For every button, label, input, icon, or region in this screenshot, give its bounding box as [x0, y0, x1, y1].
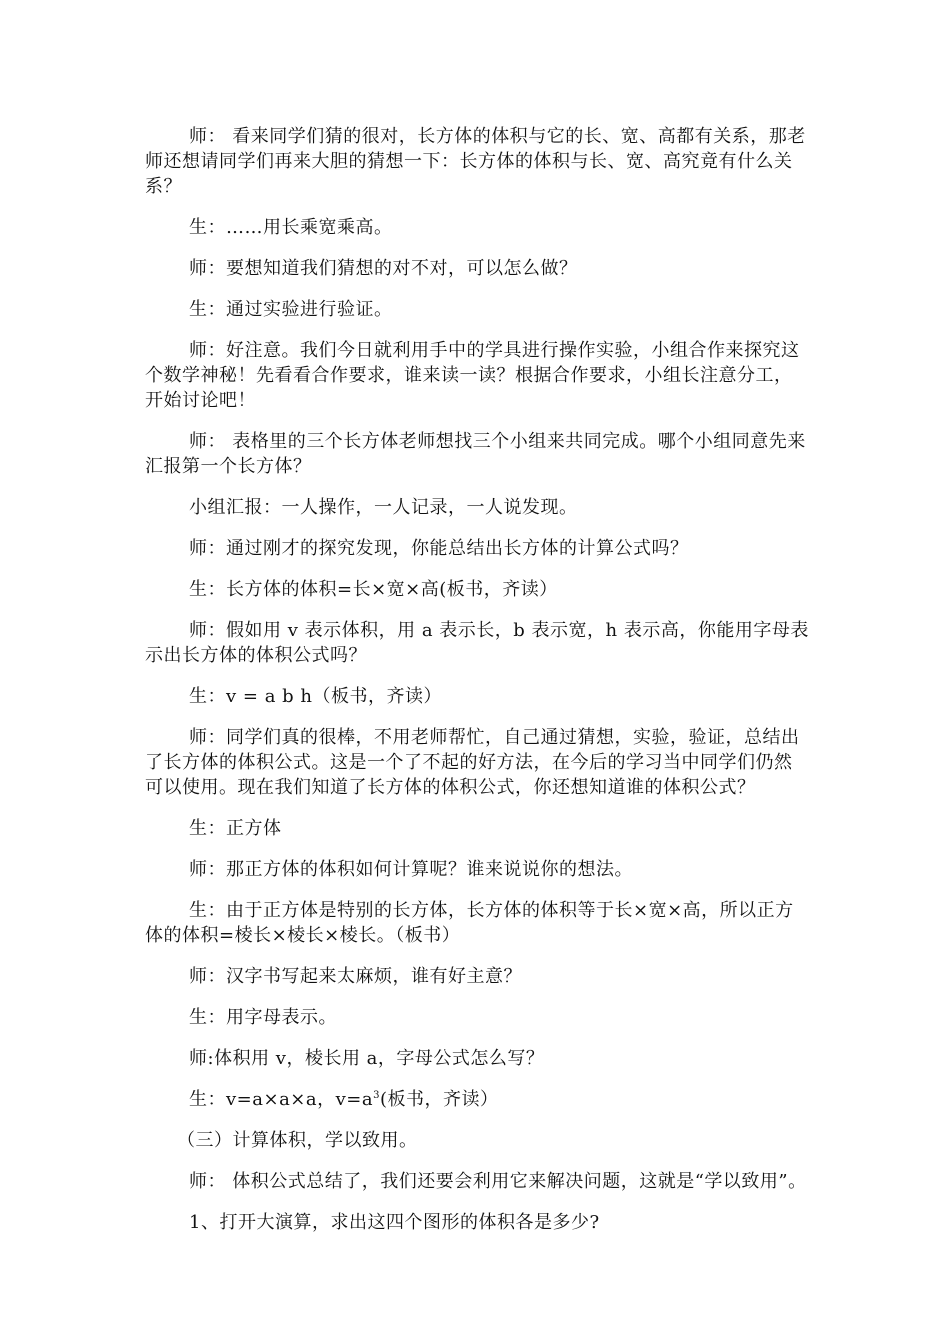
paragraph: 师： 表格里的三个长方体老师想找三个小组来共同完成。哪个小组同意先来汇报第一个长方体？ — [145, 431, 806, 477]
formula-prefix: 生：v=a×a×a，v=a — [189, 1089, 374, 1110]
paragraph: 生：v = a b h（板书，齐读） — [189, 686, 442, 707]
paragraph: 师：假如用 v 表示体积，用 a 表示长，b 表示宽，h 表示高，你能用字母表示出长方体的体积公式吗？ — [145, 620, 809, 666]
paragraph: 师：要想知道我们猜想的对不对，可以怎么做？ — [189, 258, 578, 279]
paragraph: 师：同学们真的很棒，不用老师帮忙，自己通过猜想，实验，验证，总结出了长方体的体积公式。这是一个了不起的好方法，在今后的学习当中同学们仍然可以使用。现在我们知道了长方体的体积公式，你还想知道谁的体积公式？ — [145, 727, 800, 798]
paragraph: 生：长方体的体积=长×宽×高(板书，齐读） — [189, 579, 558, 600]
paragraph: 师： 体积公式总结了，我们还要会利用它来解决问题，这就是“学以致用”。 — [189, 1171, 807, 1192]
paragraph: 师：那正方体的体积如何计算呢？谁来说说你的想法。 — [189, 859, 633, 880]
formula-suffix: (板书，齐读） — [379, 1089, 499, 1110]
formula-superscript: 3 — [373, 1090, 380, 1101]
paragraph: 1、打开大演算，求出这四个图形的体积各是多少? — [189, 1212, 600, 1233]
paragraph: 生：……用长乘宽乘高。 — [189, 217, 393, 238]
formula-paragraph — [145, 1087, 810, 1112]
paragraph: 小组汇报：一人操作，一人记录，一人说发现。 — [189, 497, 578, 518]
document-body — [145, 124, 810, 1251]
paragraph: 生：用字母表示。 — [189, 1007, 337, 1028]
paragraph: 生：通过实验进行验证。 — [189, 299, 393, 320]
paragraph: 师：汉字书写起来太麻烦，谁有好主意？ — [189, 966, 522, 987]
section-heading: （三）计算体积，学以致用。 — [177, 1130, 418, 1151]
paragraph: 师：通过刚才的探究发现，你能总结出长方体的计算公式吗？ — [189, 538, 689, 559]
paragraph: 生：正方体 — [189, 818, 282, 839]
paragraph: 师：好注意。我们今日就利用手中的学具进行操作实验，小组合作来探究这个数学神秘！先看看合作要求，谁来读一读？根据合作要求，小组长注意分工，开始讨论吧！ — [145, 340, 800, 411]
paragraph: 师： 看来同学们猜的很对，长方体的体积与它的长、宽、高都有关系，那老师还想请同学们再来大胆的猜想一下：长方体的体积与长、宽、高究竟有什么关系？ — [145, 126, 806, 197]
paragraph: 生：由于正方体是特别的长方体，长方体的体积等于长×宽×高，所以正方体的体积=棱长×棱长×棱长。（板书） — [145, 900, 794, 946]
paragraph: 师:体积用 v，棱长用 a，字母公式怎么写？ — [189, 1048, 545, 1069]
